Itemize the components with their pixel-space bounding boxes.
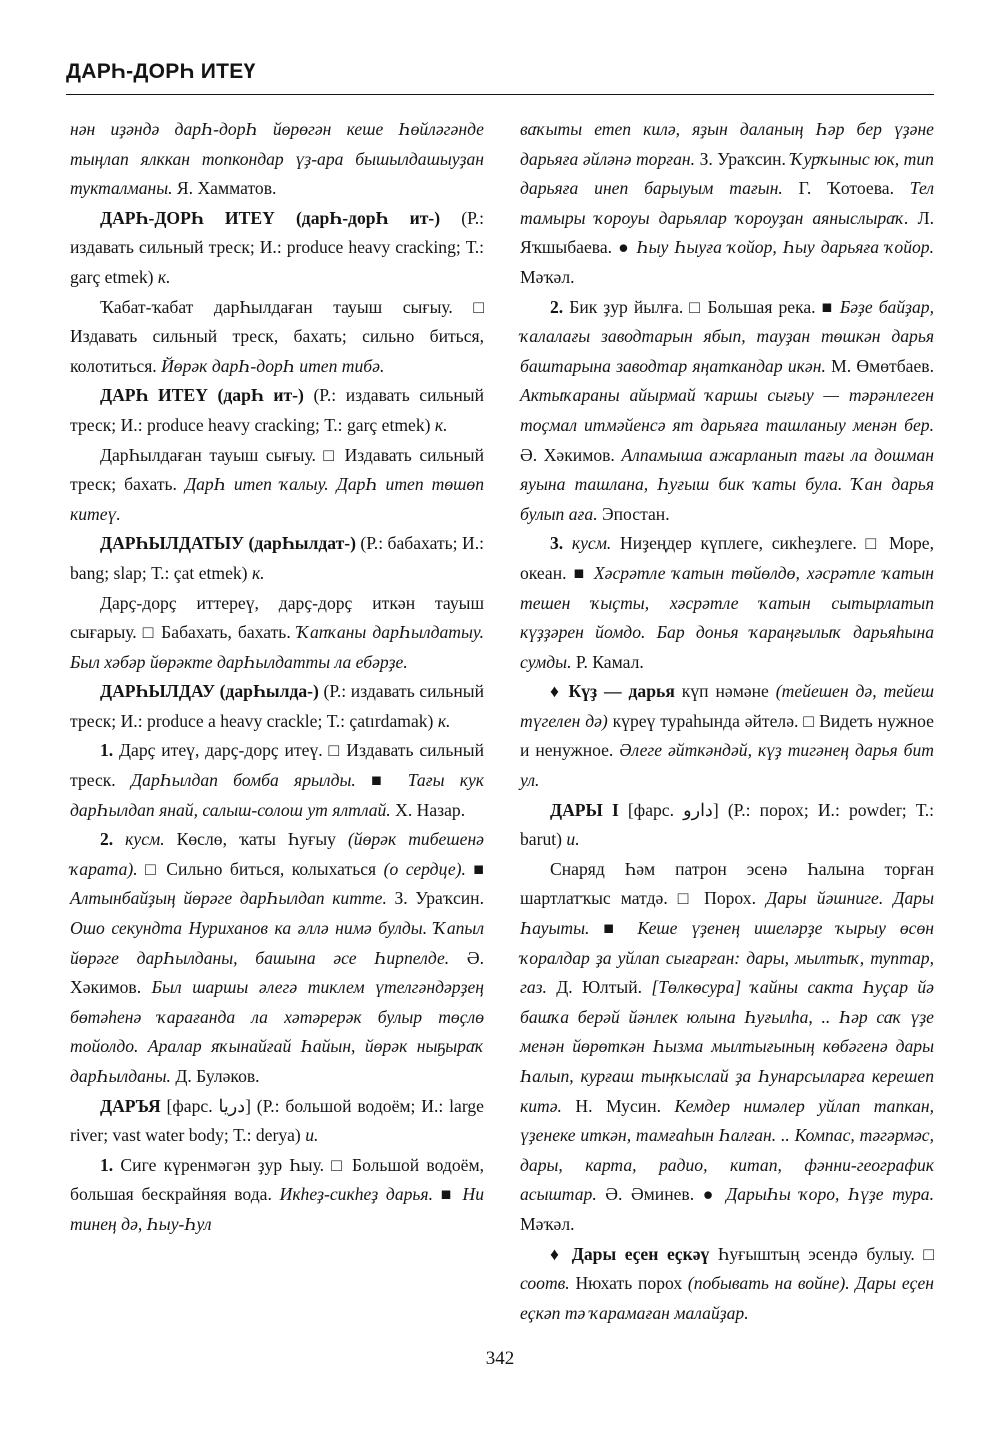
header-rule [66,94,934,95]
definition: Ниҙеңдер күплеге, сикһеҙлеге. □ Море, океан. [520,533,934,583]
diamond-bullet-icon: ♦ [550,1243,572,1264]
pos: и. [305,1125,319,1146]
example: Кеше үҙенең ишеләрҙе ҡырыу өсөн ҡоралдар ҙа уйлап сығарған: дары, мылтыҡ, туптар, газ. [520,918,934,998]
example: [Төлкөсура] ҡайны сакта Һуҫар йә башҡа берәй йәнлек юлына Һуғылһа, .. Һәр саҡ үҙе менән йөрөткән Һызма мылтығының көбәгенә дары Һалып, курғаш тыңҡыслай ҙа Һунарсыларға керешеп китә. [520,977,934,1116]
source: Х. Назар. [390,799,466,820]
pos: кусм. [113,829,165,850]
phraseology [520,1240,934,1329]
example: Актыҡараны айырмай ҡаршы сығыу — тәрәнлеген тоҫмал итмәйенсә ят дарьяға ташланыу менән бер. [520,385,934,435]
sense-number: 2. [100,829,114,850]
gloss: (Р.: издавать сильный треск; И.: produce heavy cracking; Т.: garç etmek) [70,207,484,287]
source: Ә. Әминев. [596,1184,703,1205]
gloss: (Р.: бабахать; И.: bang; slap; Т.: çat etmek) [70,533,484,583]
pos: к. [434,414,448,435]
source: З. Ураҡсин. [695,148,791,169]
headword-stem: (дарҺылдат-) [244,533,356,554]
continuation-paragraph [70,115,484,204]
entry-darh-iteu [70,381,484,440]
diamond-bullet-icon: ♦ [550,681,569,702]
square-bullet-icon: ■ [589,918,638,939]
headword: ДАРЫ I [550,799,619,820]
example: Ҡурҡыныс юк, тип дарьяға инеп барыуым тағын. [520,148,934,199]
round-bullet-icon: ● [702,1184,727,1205]
definition: Дарҫ итеү, дарҫ-дорҫ итеү. □ Издавать сильный треск. [70,740,484,791]
proverb: Һыу Һыуға ҡойор, Һыу дарьяға ҡойор. [636,237,934,258]
example: Алпамыша ажарланып тағы ла дошман яуына ташлана, Һуғыш бик ҡаты була. Ҡан дарья булып аға. [520,444,934,524]
definition: Һуғыштың эсендә булыу. □ [709,1243,934,1264]
entry-darh-dorh-iteu [70,204,484,293]
source: Эпостан. [597,503,670,524]
definition: Көслө, ҡаты Һуғыу [164,829,348,850]
entry-darhyldatyu [70,529,484,588]
entry-darya [70,1092,484,1151]
running-head: ДАРҺ-ДОРҺ ИТЕҮ [66,60,256,83]
phrase-headword: Дары еҫен еҫкәү [571,1243,710,1264]
pos: и. [566,829,580,850]
definition: Снаряд Һәм патрон эсенә Һалына торған шартлатҡыс матдә. □ Порох. [520,858,934,909]
headword: ДАРҺ-ДОРҺ ИТЕҮ [100,207,275,228]
example: Ни тинең дә, Һыу-Һул [70,1184,485,1234]
square-bullet-icon: ■ [433,1184,463,1205]
definition: ДарҺылдаған тауыш сығыу. □ Издавать сильный треск; бахать. [70,444,484,495]
pos: кусм. [563,533,612,554]
source: Д. Юлтый. [546,977,652,998]
sense-1 [70,1151,484,1240]
note: (о сердце). [383,858,466,879]
example: Был шаршы әлегә тиклем үтелгәндәрҙең бөтәһенә ҡарағанда ла хәтәрерәк булыр төҫлө тойолдо. Аралар яҡынайғай Һайын, йөрәк ныҕыраҡ дарҺылданы. [70,977,484,1086]
source: Я. Хамматов. [172,178,277,199]
square-bullet-icon: ■ [371,770,408,791]
sense-number: 2. [550,296,564,317]
pos: к. [437,710,451,731]
source: Д. Буләков. [170,1066,260,1086]
source: Н. Мусин. [561,1095,675,1116]
headword-stem: (дарҺылда-) [215,681,319,702]
headword-stem: (дарҺ ит-) [207,385,304,406]
example: Хәсрәтле ҡатын төйөлдө, хәсрәтле ҡатын тешен ҡыҫты, хәсрәтле ҡатын сытырлатып күҙҙәрен йомдо. Бар донья ҡараңғылыҡ дарьяһына сумды. [520,562,935,672]
square-bullet-icon: ■ [821,296,840,317]
left-column [70,115,484,1240]
example: (побывать на войне). Дары еҫен еҫкәп тә ҡарамаған малайҙар. [520,1273,935,1323]
source: З. Ураҡсин. [386,888,484,909]
gloss: (Р.: издавать сильный треск; И.: produce a heavy crackle; Т.: çatırdamak) [70,681,484,731]
definition: Сиге күренмәгән ҙур Һыу. □ Большой водоём, большая бескрайняя вода. [70,1154,484,1205]
gloss: (Р.: издавать сильный треск; И.: produce heavy cracking; Т.: garç etmek) [70,385,484,435]
phraseology [520,677,934,795]
source: Мәҡәл. [520,1213,575,1234]
definition: Ҡабат-ҡабат дарҺылдаған тауыш сығыу. □ Издавать сильный треск, бахать; сильно биться, колотиться. [70,296,484,376]
example: ДарҺылдап бомба ярылды. [130,770,372,791]
phrase-headword: Күҙ — дарья [568,681,675,702]
example: Икһеҙ-сикһеҙ дарья. [279,1184,434,1205]
sense-number: 1. [100,1154,114,1175]
example: Тел тамыры ҡороуы дарьялар ҡороуҙан аяныслыраҡ. [520,178,934,228]
definition: күреү тураһында әйтелә. □ Видеть нужное и ненужное. [520,710,934,761]
source: Г. Ҡотоева. [782,178,910,199]
example: Ошо секундта Нуриханов ка әллә нимә булды. Ҡапыл йөрәге дарҺылданы, башына әсе Һирпелде. [70,918,484,968]
square-bullet-icon: ■ [465,858,484,879]
source: Ә. Хәкимов. [520,444,622,465]
round-bullet-icon: ● [618,237,637,258]
sense-1 [70,736,484,825]
sense-number: 1. [100,740,114,761]
example: Дары йәшниге. Дары Һауыты. [520,888,935,939]
quote: нән иҙәндә дарҺ-дорҺ йөрөгән кеше Һөйләгәнде тыңлап ялккан топкондар үҙ-ара бышылдашыуҙан тукталманы. [70,119,484,199]
definition: □ Сильно биться, колыхаться [137,858,384,879]
example: Әлеге әйткәндәй, күҙ тигәнең дарья бит ул. [520,740,934,791]
example: Тағы кук дарҺылдап янай, салыш-солош ут ялтлай. [70,770,485,820]
continuation-paragraph [520,115,934,293]
sense-number: 3. [550,533,564,554]
proverb: ДарыҺы ҡоро, Һүҙе тура. [726,1184,934,1205]
example: ДарҺ итеп ҡалыу. ДарҺ итеп төшөп китеү. [70,474,484,524]
note: (йөрәк тибешенә ҡарата). [70,829,484,879]
source: Ә. Хәкимов. [70,947,484,998]
headword: ДАРҺ ИТЕҮ [100,385,208,406]
example: ваҡыты етеп килә, яҙын даланың Һәр бер үҙәне дарьяға әйләнә торған. [520,119,934,169]
headword: ДАРҺЫЛДАТЫУ [100,533,245,554]
definition: Дарҫ-дорҫ иттереү, дарҫ-дорҫ иткән тауыш сығарыу. □ Бабахать, бахать. [70,592,484,643]
right-column [520,115,934,1328]
page-number: 342 [485,1348,515,1369]
headword: ДАРЪЯ [100,1095,161,1116]
example: Йөрәк дарҺ-дорҺ итеп тибә. [161,355,385,376]
entry-definition [520,855,934,1240]
pos: к. [251,562,265,583]
headword-stem: (дарҺ-дорҺ ит-) [274,207,441,228]
entry-darhyldau [70,677,484,736]
source: Л. Яҡшыбаева. [520,207,934,258]
example: Бәҙе байҙар, ҡалалағы заводтарын ябып, тауҙан төшкән дарья баштарына заводтар яңаткандар икән. [520,296,934,376]
source: Мәҡәл. [520,266,575,287]
example: Кемдер нимәлер уйлап тапкан, үҙенеке иткән, тамғаһын Һалған. .. Компас, тәгәрмәс, дары, карта, радио, китап, фәнни-географик асыштар. [520,1095,934,1205]
gloss: [фарс. دریا] (Р.: большой водоём; И.: large river; vast water body; Т.: derya) [70,1095,484,1146]
definition: күп нәмәне [674,681,776,702]
entry-definition [70,441,484,530]
entry-definition [70,293,484,382]
sense-2 [520,293,934,530]
source: М. Өмөтбаев. [825,355,934,376]
definition: Нюхать порох [569,1273,688,1294]
example: Алтынбайҙың йөрәге дарҺылдап китте. [70,888,387,909]
sense-3 [520,529,934,677]
example: Ҡапҡаны дарҺылдатыу. Был хәбәр йөрәкте дарҺылдатты ла ебәрҙе. [70,622,484,672]
entry-dary-1 [520,796,934,855]
headword: ДАРҺЫЛДАУ [100,681,216,702]
pos: к. [157,266,171,287]
square-bullet-icon: ■ [573,562,594,583]
definition: Бик ҙур йылға. □ Большая река. [563,296,822,317]
note: соотв. [520,1273,570,1294]
sense-2 [70,825,484,1091]
source: Р. Камал. [571,651,644,672]
entry-definition [70,589,484,678]
gloss: [фарс. دارو] (Р.: порох; И.: powder; Т.: barut) [520,799,934,850]
note: (тейешен дә, тейеш түгелен дә) [520,681,934,731]
